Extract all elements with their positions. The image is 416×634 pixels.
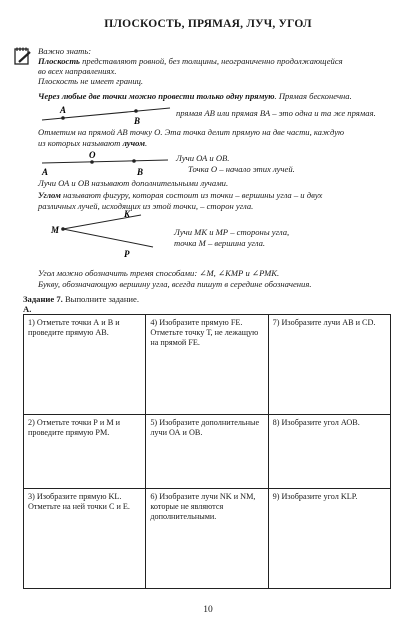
line-rule-rest: . Прямая бесконечна. [274, 91, 352, 101]
page-title: ПЛОСКОСТЬ, ПРЯМАЯ, ЛУЧ, УГОЛ [104, 18, 312, 30]
label-p: P [124, 249, 130, 259]
task-cell-8[interactable]: 8) Изобразите угол АОВ. [268, 415, 390, 488]
task-subheading: А. [23, 304, 32, 314]
point-o-text: из которых называют [38, 138, 123, 148]
label-b2: B [137, 167, 144, 177]
plane-term: Плоскость [38, 56, 80, 66]
angle-term: Углом [38, 190, 61, 200]
task-cell-1[interactable]: 1) Отметьте точки А и В и проведите прямую АВ. [24, 315, 146, 415]
angle-definition-line-2: различных лучей, исходящих из этой точки, – сторон угла. [38, 201, 254, 211]
label-k: K [124, 209, 131, 219]
label-b: B [134, 116, 141, 126]
rays-caption-1: Лучи ОА и ОВ. [176, 153, 230, 163]
task-cell-7[interactable]: 7) Изобразите лучи АВ и CD. [268, 315, 390, 415]
page-number: 10 [203, 605, 213, 615]
task-grid [23, 314, 391, 589]
plane-definition-line-3: Плоскость не имеет границ. [38, 76, 144, 86]
line-rule-bold: Через любые две точки можно провести только одну прямую [38, 91, 275, 101]
task-cell-4[interactable]: 4) Изобразите прямую FE. Отметьте точку Т, не лежащую на прямой FE. [146, 315, 268, 415]
angle-notation-text: Угол можно обозначить тремя способами: ∠М, ∠КМР и ∠РМК. [38, 268, 280, 278]
task-instruction: Выполните задание. [62, 294, 139, 304]
task-heading [23, 294, 139, 304]
task-cell-5[interactable]: 5) Изобразите дополнительные лучи ОА и ОВ. [146, 415, 268, 488]
angle-caption-1: Лучи МК и МР – стороны угла, [174, 227, 290, 237]
important-label: Важно знать: [38, 46, 92, 56]
line-names-text: прямая АВ или прямая ВА – это одна и та же прямая. [176, 108, 376, 118]
task-cell-3[interactable]: 3) Изобразите прямую KL. Отметьте на ней точки С и Е. [24, 488, 146, 588]
task-number: Задание 7. [23, 294, 63, 304]
complementary-rays-text: Лучи ОА и ОВ называют дополнительными лучами. [38, 178, 229, 188]
plane-definition-line-1 [38, 56, 408, 67]
point-o-line-1: Отметим на прямой АВ точку О. Эта точка делит прямую на две части, каждую [38, 127, 345, 137]
plane-def-text: представляют ровной, без толщины, неограниченно продолжающейся [79, 56, 343, 66]
task-cell-2[interactable]: 2) Отметьте точки Р и М и проведите прямую РМ. [24, 415, 146, 488]
point-o-line-2: из которых называют лучом. [38, 138, 148, 148]
table-row [24, 315, 391, 415]
label-a: A [60, 105, 67, 115]
task-cell-6[interactable]: 6) Изобразите лучи NK и NM, которые не являются дополнительными. [146, 488, 268, 588]
ray-term: лучом [122, 138, 145, 148]
rays-oa-ob-diagram [38, 148, 173, 178]
angle-caption-2: точка М – вершина угла. [174, 238, 266, 248]
table-row [24, 488, 391, 588]
angle-definition-line-1 [38, 190, 410, 201]
plane-definition-line-2: во всех направлениях. [38, 66, 117, 76]
angle-mkp-diagram [38, 207, 168, 259]
line-ab-diagram [38, 100, 173, 130]
label-m: M [51, 225, 60, 235]
label-a2: A [42, 167, 49, 177]
task-cell-9[interactable]: 9) Изобразите угол KLP. [268, 488, 390, 588]
notepad-pencil-icon [14, 46, 32, 66]
rays-caption-2: Точка О – начало этих лучей. [188, 164, 295, 174]
angle-def-text: называют фигуру, которая состоит из точки – вершины угла – и двух [60, 190, 323, 200]
table-row [24, 415, 391, 488]
angle-vertex-note: Букву, обозначающую вершину угла, всегда пишут в середине обозначения. [38, 279, 312, 289]
label-o: O [89, 150, 96, 160]
